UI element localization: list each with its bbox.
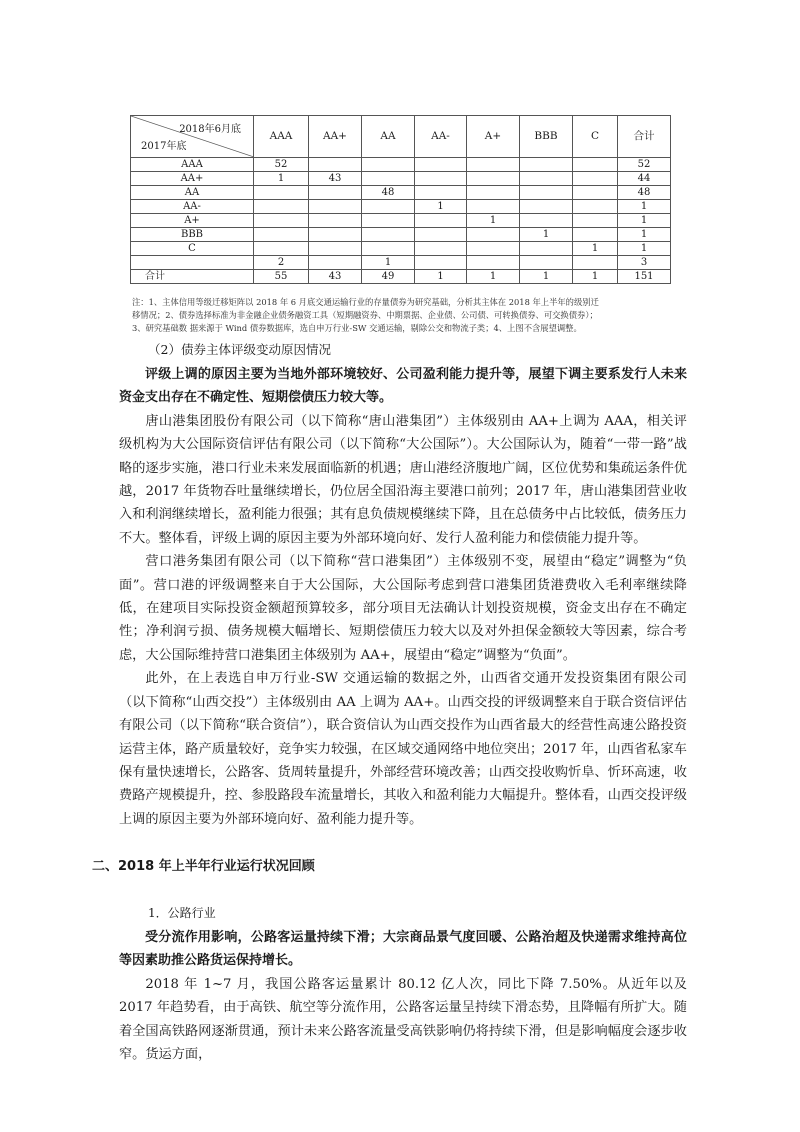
table-cell bbox=[415, 214, 467, 228]
row-label: AAA bbox=[131, 158, 254, 172]
row-label: BBB bbox=[131, 228, 254, 242]
table-cell bbox=[362, 158, 415, 172]
column-header: C bbox=[573, 116, 618, 158]
row-label: C bbox=[131, 242, 254, 256]
table-row bbox=[131, 158, 671, 172]
row-label: AA+ bbox=[131, 172, 254, 186]
table-cell bbox=[415, 242, 467, 256]
column-header: AAA bbox=[254, 116, 309, 158]
footnote-line: 移情况；2、债券选择标准为非金融企业债务融资工具（短期融资券、中期票据、企业债、公司债、可转换债券、可交换债券）； bbox=[132, 310, 598, 320]
section-body bbox=[119, 363, 687, 831]
paragraph: 唐山港集团股份有限公司（以下简称“唐山港集团”）主体级别由 AA+上调为 AAA，相关评级机构为大公国际资信评估有限公司（以下简称“大公国际”）。大公国际认为，随着“一带一路”战略的逐步实施，港口行业未来发展面临新的机遇；唐山港经济腹地广阔，区位优势和集疏运条件优越，2017 年货物吞吐量继续增长，仍位居全国沿海主要港口前列；2017 年，唐山港集团营业收入和利润继续增长，盈利能力很强；其有息负债规模继续下降，且在总债务中占比较低，债务压力不大。整体看，评级上调的原因主要为外部环境向好、发行人盈利能力和偿债能力提升等。 bbox=[119, 413, 687, 546]
table-cell bbox=[362, 172, 415, 186]
table-row bbox=[131, 256, 671, 270]
column-header: AA- bbox=[415, 116, 467, 158]
table-cell bbox=[309, 256, 362, 270]
table-cell bbox=[467, 172, 520, 186]
table-cell: 1 bbox=[573, 270, 618, 284]
table-cell bbox=[309, 158, 362, 172]
row-label: A+ bbox=[131, 214, 254, 228]
lead-paragraph: 评级上调的原因主要为当地外部环境较好、公司盈利能力提升等，展望下调主要系发行人未来资金支出存在不确定性、短期偿债压力较大等。 bbox=[119, 367, 687, 406]
table-cell bbox=[415, 228, 467, 242]
table-cell: 1 bbox=[467, 214, 520, 228]
table-cell bbox=[520, 214, 573, 228]
table-total-row bbox=[131, 270, 671, 284]
table-footnote bbox=[132, 296, 672, 335]
row-label: AA bbox=[131, 186, 254, 200]
table-cell bbox=[467, 256, 520, 270]
table-cell: 1 bbox=[520, 270, 573, 284]
section-body bbox=[119, 926, 687, 1066]
table-cell: 2 bbox=[254, 256, 309, 270]
table-cell bbox=[254, 186, 309, 200]
table-cell bbox=[254, 228, 309, 242]
table-cell bbox=[254, 242, 309, 256]
rating-migration-table bbox=[130, 115, 671, 284]
table-cell bbox=[415, 186, 467, 200]
table-cell bbox=[520, 158, 573, 172]
table-cell bbox=[362, 228, 415, 242]
table-cell bbox=[573, 200, 618, 214]
table-cell bbox=[573, 214, 618, 228]
table-cell: 1 bbox=[520, 228, 573, 242]
column-header: AA+ bbox=[309, 116, 362, 158]
table-cell bbox=[415, 256, 467, 270]
sub-heading: （2）债券主体评级变动原因情况 bbox=[148, 342, 331, 357]
table-cell: 48 bbox=[618, 186, 671, 200]
row-label: AA- bbox=[131, 200, 254, 214]
table-cell bbox=[467, 186, 520, 200]
table-cell bbox=[520, 186, 573, 200]
corner-top-label: 2018年6月底 bbox=[179, 124, 241, 135]
table-cell: 1 bbox=[467, 270, 520, 284]
table-cell: 1 bbox=[415, 270, 467, 284]
table-row bbox=[131, 172, 671, 186]
table-cell bbox=[520, 242, 573, 256]
table-row bbox=[131, 228, 671, 242]
table-cell bbox=[362, 242, 415, 256]
section-heading: 二、2018 年上半年行业运行状况回顾 bbox=[92, 859, 315, 874]
table-cell: 55 bbox=[254, 270, 309, 284]
table-cell: 52 bbox=[618, 158, 671, 172]
table-cell bbox=[254, 214, 309, 228]
paragraph: 2018 年 1~7 月，我国公路客运量累计 80.12 亿人次，同比下降 7.50%。从近年以及 2017 年趋势看，由于高铁、航空等分流作用，公路客运量呈持续下滑态势，且降幅有所扩大。随着全国高铁路网逐渐贯通，预计未来公路客流量受高铁影响仍将持续下滑，但是影响幅度会逐步收窄。货运方面， bbox=[119, 976, 687, 1063]
table-cell: 52 bbox=[254, 158, 309, 172]
table-cell bbox=[573, 256, 618, 270]
table-cell bbox=[467, 228, 520, 242]
table-cell: 1 bbox=[618, 242, 671, 256]
table-cell bbox=[309, 186, 362, 200]
table-row bbox=[131, 200, 671, 214]
table-cell: 43 bbox=[309, 270, 362, 284]
table-cell: 1 bbox=[618, 214, 671, 228]
table-cell: 1 bbox=[573, 242, 618, 256]
table-cell bbox=[254, 200, 309, 214]
column-header: BBB bbox=[520, 116, 573, 158]
table-cell bbox=[467, 242, 520, 256]
row-label bbox=[131, 256, 254, 270]
table-cell bbox=[520, 200, 573, 214]
table-cell bbox=[467, 200, 520, 214]
footnote-line: 注：1、主体信用等级迁移矩阵以 2018 年 6 月底交通运输行业的存量债券为研究基础，分析其主体在 2018 年上半年的级别迁 bbox=[132, 297, 599, 307]
table-cell: 1 bbox=[618, 200, 671, 214]
table-row bbox=[131, 242, 671, 256]
table-cell bbox=[415, 172, 467, 186]
table-cell bbox=[309, 228, 362, 242]
table-cell: 1 bbox=[618, 228, 671, 242]
table-row bbox=[131, 186, 671, 200]
row-label: 合计 bbox=[131, 270, 254, 284]
table-cell: 1 bbox=[254, 172, 309, 186]
table-cell bbox=[573, 158, 618, 172]
table-cell bbox=[573, 172, 618, 186]
table-cell bbox=[520, 172, 573, 186]
table-cell: 151 bbox=[618, 270, 671, 284]
table-cell bbox=[520, 256, 573, 270]
table-row bbox=[131, 214, 671, 228]
table-cell bbox=[362, 200, 415, 214]
column-header: A+ bbox=[467, 116, 520, 158]
table-cell bbox=[573, 228, 618, 242]
sub-heading: 1．公路行业 bbox=[148, 906, 216, 920]
table-cell bbox=[362, 214, 415, 228]
paragraph: 营口港务集团有限公司（以下简称“营口港集团”）主体级别不变，展望由“稳定”调整为“负面”。营口港的评级调整来自于大公国际，大公国际考虑到营口港集团货港费收入毛利率继续降低，在建项目实际投资金额超预算较多，部分项目无法确认计划投资规模，资金支出存在不确定性；净利润亏损、债务规模大幅增长、短期偿债压力较大以及对外担保金额较大等因素，综合考虑，大公国际维持营口港集团主体级别为 AA+，展望由“稳定”调整为“负面”。 bbox=[119, 554, 687, 663]
table-cell bbox=[309, 214, 362, 228]
table-cell bbox=[309, 242, 362, 256]
table-cell: 1 bbox=[362, 256, 415, 270]
table-cell bbox=[467, 158, 520, 172]
column-header: 合计 bbox=[618, 116, 671, 158]
table-cell: 44 bbox=[618, 172, 671, 186]
table-cell bbox=[573, 186, 618, 200]
table-header-row bbox=[131, 116, 671, 158]
table-cell: 3 bbox=[618, 256, 671, 270]
table-cell bbox=[415, 158, 467, 172]
lead-paragraph: 受分流作用影响，公路客运量持续下滑；大宗商品景气度回暖、公路治超及快递需求维持高位等因素助推公路货运保持增长。 bbox=[119, 930, 687, 969]
table-corner-cell bbox=[131, 116, 254, 158]
footnote-line: 3、研究基础数 据来源于 Wind 债券数据库，选自申万行业-SW 交通运输，剔除公交和物流子类；4、上图不含展望调整。 bbox=[132, 323, 582, 333]
column-header: AA bbox=[362, 116, 415, 158]
table-cell bbox=[309, 200, 362, 214]
table-cell: 48 bbox=[362, 186, 415, 200]
table-cell: 43 bbox=[309, 172, 362, 186]
corner-bottom-label: 2017年底 bbox=[141, 141, 187, 152]
table-cell: 49 bbox=[362, 270, 415, 284]
paragraph: 此外，在上表选自申万行业-SW 交通运输的数据之外，山西省交通开发投资集团有限公司（以下简称“山西交投”）主体级别由 AA 上调为 AA+。山西交投的评级调整来自于联合资信评估有限公司（以下简称“联合资信”），联合资信认为山西交投作为山西省最大的经营性高速公路投资运营主体，路产质量较好，竞争实力较强，在区域交通网络中地位突出；2017 年，山西省私家车保有量快速增长，公路客、货周转量提升，外部经营环境改善；山西交投收购忻阜、忻环高速，收费路产规模提升，控、参股路段车流量增长，其收入和盈利能力大幅提升。整体看，山西交投评级上调的原因主要为外部环境向好、盈利能力提升等。 bbox=[119, 671, 687, 827]
table-cell: 1 bbox=[415, 200, 467, 214]
